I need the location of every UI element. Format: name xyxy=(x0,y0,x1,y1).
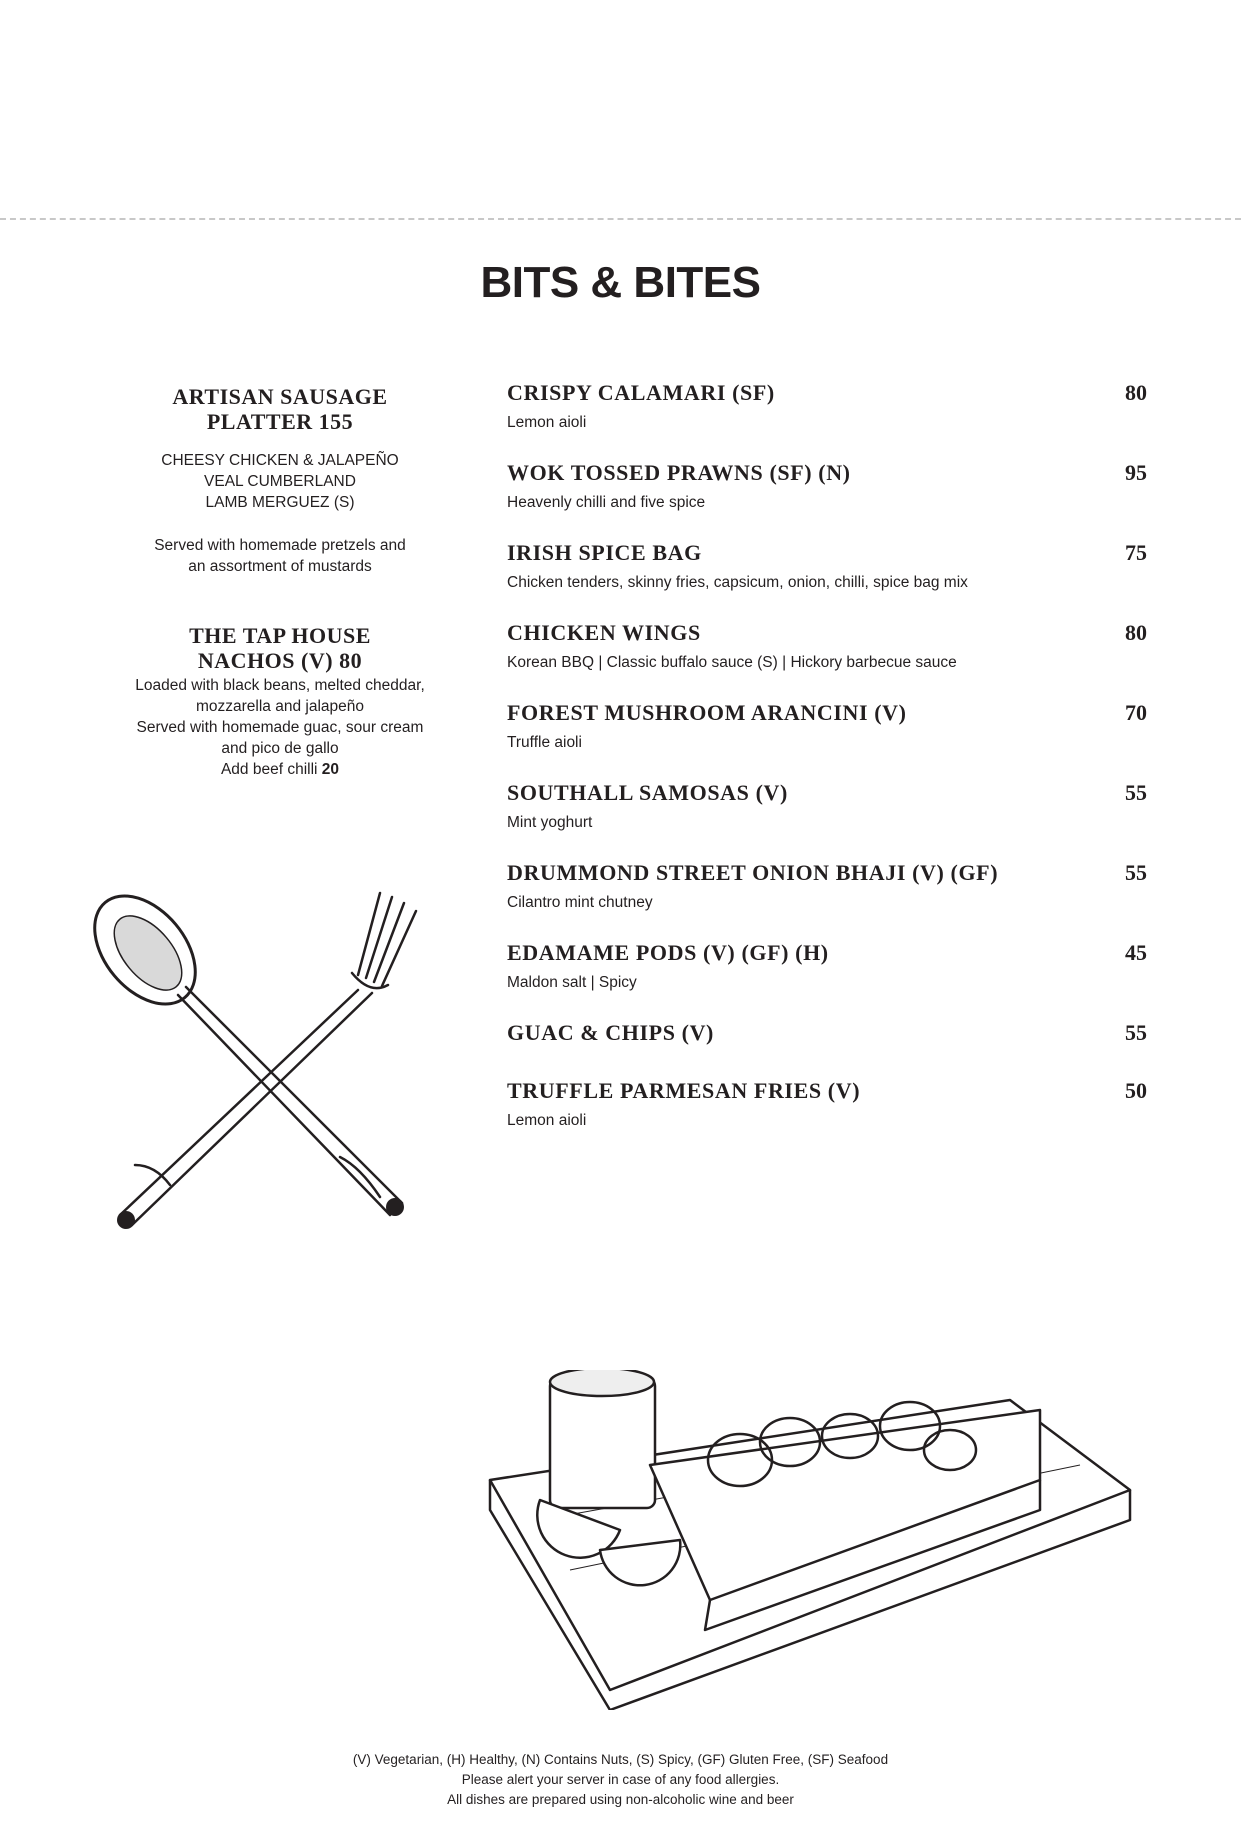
item-price: 75 xyxy=(1125,540,1147,565)
item-desc: Truffle aioli xyxy=(507,734,582,751)
sausage-served: Served with homemade pretzels and xyxy=(154,537,406,554)
item-price: 55 xyxy=(1125,1020,1147,1045)
item-name: CRISPY CALAMARI (SF) xyxy=(507,380,775,405)
dashed-divider xyxy=(0,218,1241,220)
basket-onion-rings-icon xyxy=(480,1370,1150,1710)
menu-item xyxy=(507,620,1147,700)
sausage-platter xyxy=(115,384,445,577)
item-name: TRUFFLE PARMESAN FRIES (V) xyxy=(507,1078,861,1103)
menu-item xyxy=(507,700,1147,780)
item-price: 50 xyxy=(1125,1078,1147,1103)
menu-item xyxy=(507,380,1147,460)
nachos-heading-2: NACHOS (V) 80 xyxy=(197,648,363,673)
item-name: SOUTHALL SAMOSAS (V) xyxy=(507,780,788,805)
sausage-served: an assortment of mustards xyxy=(188,558,372,575)
menu-item xyxy=(507,460,1147,540)
item-desc: Heavenly chilli and five spice xyxy=(507,494,706,511)
item-desc: Lemon aioli xyxy=(507,1112,587,1129)
footer-line: All dishes are prepared using non-alcoholic wine and beer xyxy=(447,1792,794,1807)
section-title: BITS & BITES xyxy=(480,258,761,307)
item-price: 80 xyxy=(1125,620,1147,645)
sausage-type: CHEESY CHICKEN & JALAPEÑO xyxy=(161,452,399,469)
item-desc: Lemon aioli xyxy=(507,414,587,431)
sausage-heading-2: PLATTER 155 xyxy=(206,409,354,434)
item-price: 95 xyxy=(1125,460,1147,485)
nachos-addon xyxy=(115,759,445,780)
item-name: CHICKEN WINGS xyxy=(507,620,701,645)
item-desc: Maldon salt | Spicy xyxy=(507,974,637,991)
sausage-type: VEAL CUMBERLAND xyxy=(204,473,356,490)
menu-item xyxy=(507,540,1147,620)
sausage-heading-1: ARTISAN SAUSAGE xyxy=(172,384,388,409)
menu-item xyxy=(507,940,1147,1020)
item-price: 70 xyxy=(1125,700,1147,725)
item-desc: Cilantro mint chutney xyxy=(507,894,653,911)
item-name: GUAC & CHIPS (V) xyxy=(507,1020,714,1045)
sausage-type: LAMB MERGUEZ (S) xyxy=(205,494,355,511)
item-desc: Korean BBQ | Classic buffalo sauce (S) | Hickory barbecue sauce xyxy=(507,654,957,671)
allergen-footer xyxy=(0,1750,1241,1810)
nachos-line: Loaded with black beans, melted cheddar, xyxy=(135,677,425,694)
nachos-heading-1: THE TAP HOUSE xyxy=(189,623,371,648)
item-price: 80 xyxy=(1125,380,1147,405)
nachos-line: Served with homemade guac, sour cream xyxy=(136,719,424,736)
menu-list xyxy=(507,380,1147,1158)
nachos-line: and pico de gallo xyxy=(221,740,339,757)
addon-label: Add beef chilli xyxy=(220,761,322,778)
item-price: 45 xyxy=(1125,940,1147,965)
footer-line: Please alert your server in case of any food allergies. xyxy=(461,1772,780,1787)
item-desc: Chicken tenders, skinny fries, capsicum, onion, chilli, spice bag mix xyxy=(507,574,968,591)
tap-house-nachos xyxy=(115,623,445,780)
item-name: IRISH SPICE BAG xyxy=(507,540,702,565)
item-desc: Mint yoghurt xyxy=(507,814,593,831)
footer-line: (V) Vegetarian, (H) Healthy, (N) Contains Nuts, (S) Spicy, (GF) Gluten Free, (SF) Seafood xyxy=(352,1752,889,1767)
addon-price: 20 xyxy=(321,761,340,778)
item-price: 55 xyxy=(1125,860,1147,885)
item-name: DRUMMOND STREET ONION BHAJI (V) (GF) xyxy=(507,860,999,885)
item-name: WOK TOSSED PRAWNS (SF) (N) xyxy=(507,460,851,485)
menu-item xyxy=(507,860,1147,940)
item-name: EDAMAME PODS (V) (GF) (H) xyxy=(507,940,829,965)
menu-item xyxy=(507,1020,1147,1078)
menu-item xyxy=(507,780,1147,860)
menu-item xyxy=(507,1078,1147,1158)
nachos-line: mozzarella and jalapeño xyxy=(195,698,365,715)
crossed-spoon-fork-icon xyxy=(90,885,450,1245)
item-price: 55 xyxy=(1125,780,1147,805)
item-name: FOREST MUSHROOM ARANCINI (V) xyxy=(507,700,907,725)
